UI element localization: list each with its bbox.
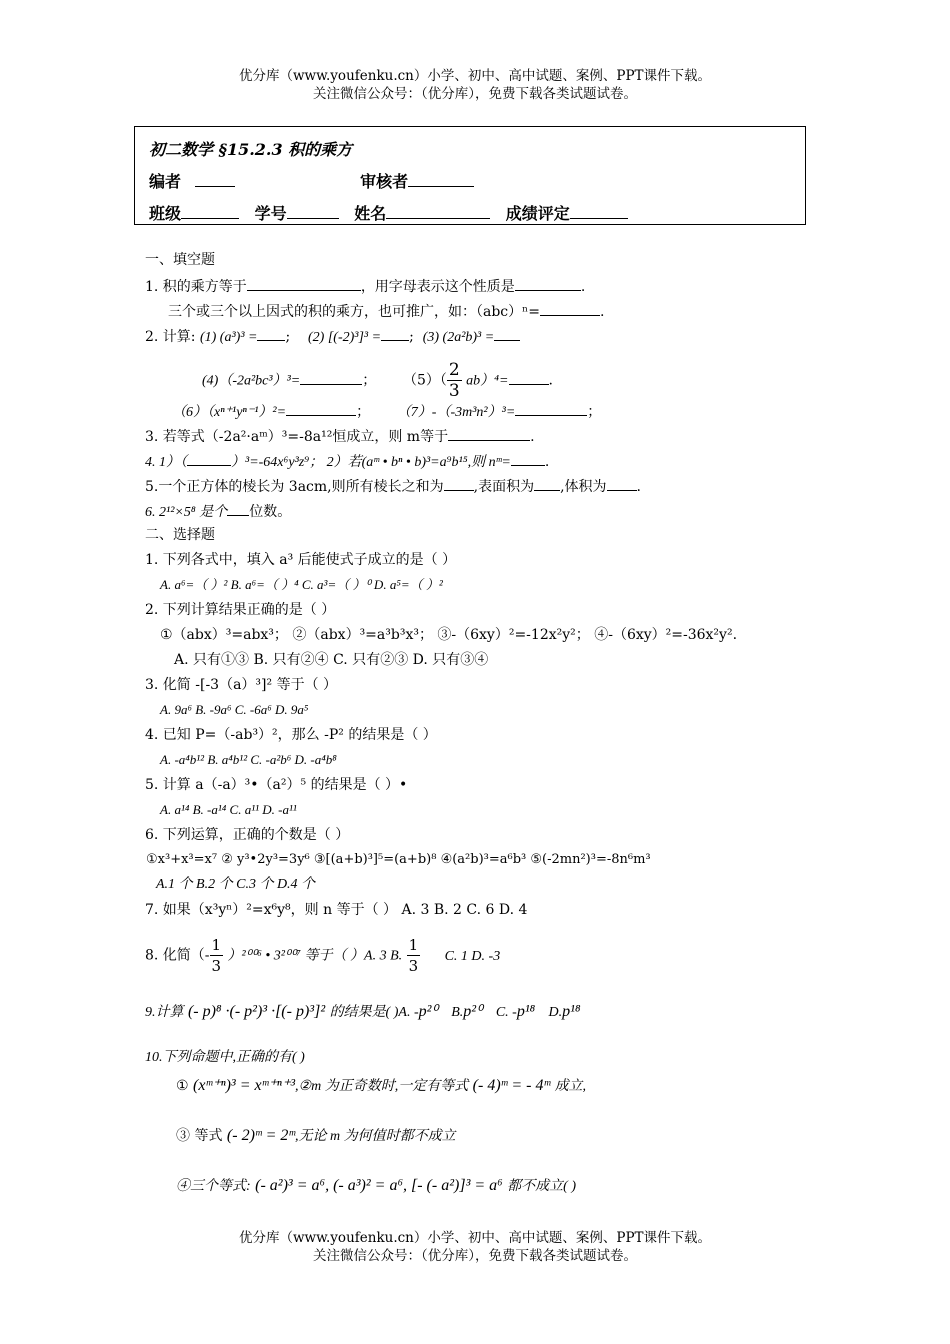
grade-blank[interactable] (570, 203, 628, 219)
name-label: 姓名 (354, 204, 387, 223)
footer-line-2: 关注微信公众号：（优分库），免费下载各类试题试卷。 (313, 1248, 637, 1264)
question-2-4-options: A. -a⁴b¹² B. a⁴b¹² C. -a²b⁶ D. -a⁴b⁸ (160, 752, 337, 767)
grade-label: 成绩评定 (505, 204, 570, 223)
question-2-2: 2. 下列计算结果正确的是（ ） (145, 602, 336, 618)
reviewer-blank[interactable] (408, 171, 474, 187)
header-line-2: 关注微信公众号：（优分库），免费下载各类试题试卷。 (313, 86, 637, 102)
question-1-2-4-5: (4)（-2a²bc³）³= ； （5）（ $\frac{2}{3}$ ab）⁴= . (202, 360, 553, 401)
number-label: 学号 (254, 204, 287, 223)
question-2-10-item-1-2: ① (xᵐ⁺ⁿ)³ = xᵐ⁺ⁿ⁺³,②m 为正奇数时,一定有等式 (- 4)ᵐ = - 4ᵐ 成立, (176, 1077, 587, 1094)
question-2-6-options: A.1 个 B.2 个 C.3 个 D.4 个 (156, 877, 316, 892)
section2-heading: 二、选择题 (145, 527, 215, 543)
header-line-1: 优分库（www.youfenku.cn）小学、初中、高中试题、案例、PPT课件下载。 (238, 68, 712, 84)
fraction-two-thirds: $\frac{2}{3}$ (448, 360, 460, 401)
question-2-6: 6. 下列运算，正确的个数是（ ） (145, 827, 350, 843)
name-blank[interactable] (386, 203, 490, 219)
question-2-10: 10.下列命题中,正确的有( ) (145, 1050, 305, 1065)
question-2-8: 8. 化简（- $\frac{1}{3}$ ）²⁰⁰⁶ • 3²⁰⁰⁷ 等于（ ）A. 3 B. $\frac{1}{3}$ C. 1 D. -3 (145, 936, 501, 975)
question-2-6-items: ①x³+x³=x⁷ ② y³•2y³=3y⁶ ③[(a+b)³]⁵=(a+b)⁸ ④(a²b)³=a⁶b³ ⑤(-2mn²)³=-8n⁶m³ (146, 852, 651, 867)
question-1-3: 3. 若等式（-2a²·aᵐ）³=-8a¹²恒成立，则 m等于 . (145, 426, 535, 446)
question-1-6: 6. 2¹²×5⁸ 是个 位数。 (145, 501, 291, 522)
section1-heading: 一、填空题 (145, 252, 215, 268)
student-row (149, 201, 628, 224)
question-2-5-options: A. a¹⁴ B. -a¹⁴ C. a¹¹ D. -a¹¹ (160, 802, 297, 817)
question-2-7: 7. 如果（x³yⁿ）²=x⁶y⁸，则 n 等于（ ） A. 3 B. 2 C. 6 D. 4 (145, 902, 528, 918)
question-1-5: 5.一个正方体的棱长为 3acm,则所有棱长之和为 ,表面积为 ,体积为 . (145, 476, 641, 496)
editor-label: 编者 (149, 172, 182, 191)
question-2-1-options: A. a⁶=（ ）² B. a⁶=（ ）⁴ C. a³=（ ）⁰ D. a⁵=（ ）² (160, 577, 443, 592)
question-2-10-item-3: ③ 等式 (- 2)ᵐ = 2ᵐ,无论 m 为何值时都不成立 (176, 1127, 456, 1144)
question-1-2-6-7: （6）（xⁿ⁺¹yⁿ⁻¹）²= ； （7）-（-3m³n²）³= ； (172, 401, 601, 422)
footer-line-1: 优分库（www.youfenku.cn）小学、初中、高中试题、案例、PPT课件下载。 (238, 1230, 712, 1246)
question-1-2: 2. 计算: (1) (a³)³ = ; (2) [(-2)³]³ = ; (3) (2a²b)³ = (145, 326, 520, 347)
question-2-2-items: ①（abx）³=abx³； ②（abx）³=a³b³x³； ③-（6xy）²=-12x²y²； ④-（6xy）²=-36x²y². (160, 627, 738, 643)
question-2-10-item-4: ④三个等式: (- a²)³ = a⁶, (- a³)² = a⁶, [- (- a²)]³ = a⁶ 都不成立( ) (176, 1177, 576, 1194)
class-blank[interactable] (181, 203, 239, 219)
question-2-4: 4. 已知 P=（-ab³）²，那么 -P² 的结果是（ ） (145, 727, 437, 743)
question-2-2-options: A. 只有①③ B. 只有②④ C. 只有②③ D. 只有③④ (174, 652, 489, 668)
worksheet-title: 初二数学 §15.2.3 积的乘方 (149, 140, 353, 159)
question-2-9: 9.计算 (- p)⁸ ·(- p²)³ ·[(- p)³]² 的结果是( )A. -p²⁰ B.p²⁰ C. -p¹⁸ D.p¹⁸ (145, 1003, 581, 1020)
question-2-5: 5. 计算 a（-a）³•（a²）⁵ 的结果是（ ）• (145, 777, 408, 793)
editor-blank[interactable] (195, 171, 235, 187)
editor-row (149, 169, 474, 192)
class-label: 班级 (149, 204, 182, 223)
question-2-3-options: A. 9a⁶ B. -9a⁶ C. -6a⁶ D. 9a⁵ (160, 702, 309, 717)
number-blank[interactable] (287, 203, 339, 219)
info-box (134, 126, 806, 225)
question-2-3: 3. 化简 -[-3（a）³]² 等于（ ） (145, 677, 338, 693)
question-1-1-ext: 三个或三个以上因式的积的乘方，也可推广，如：（abc）ⁿ= . (168, 301, 604, 321)
reviewer-label: 审核者 (360, 172, 409, 191)
question-1-4: 4. 1）（ ）³=-64x⁶y³z⁹； 2）若(aᵐ • bⁿ • b)³=a⁹b¹⁵,则 nᵐ= . (145, 451, 549, 472)
question-2-1: 1. 下列各式中，填入 a³ 后能使式子成立的是（ ） (145, 552, 457, 568)
question-1-1: 1. 积的乘方等于 ，用字母表示这个性质是 . (145, 276, 585, 296)
